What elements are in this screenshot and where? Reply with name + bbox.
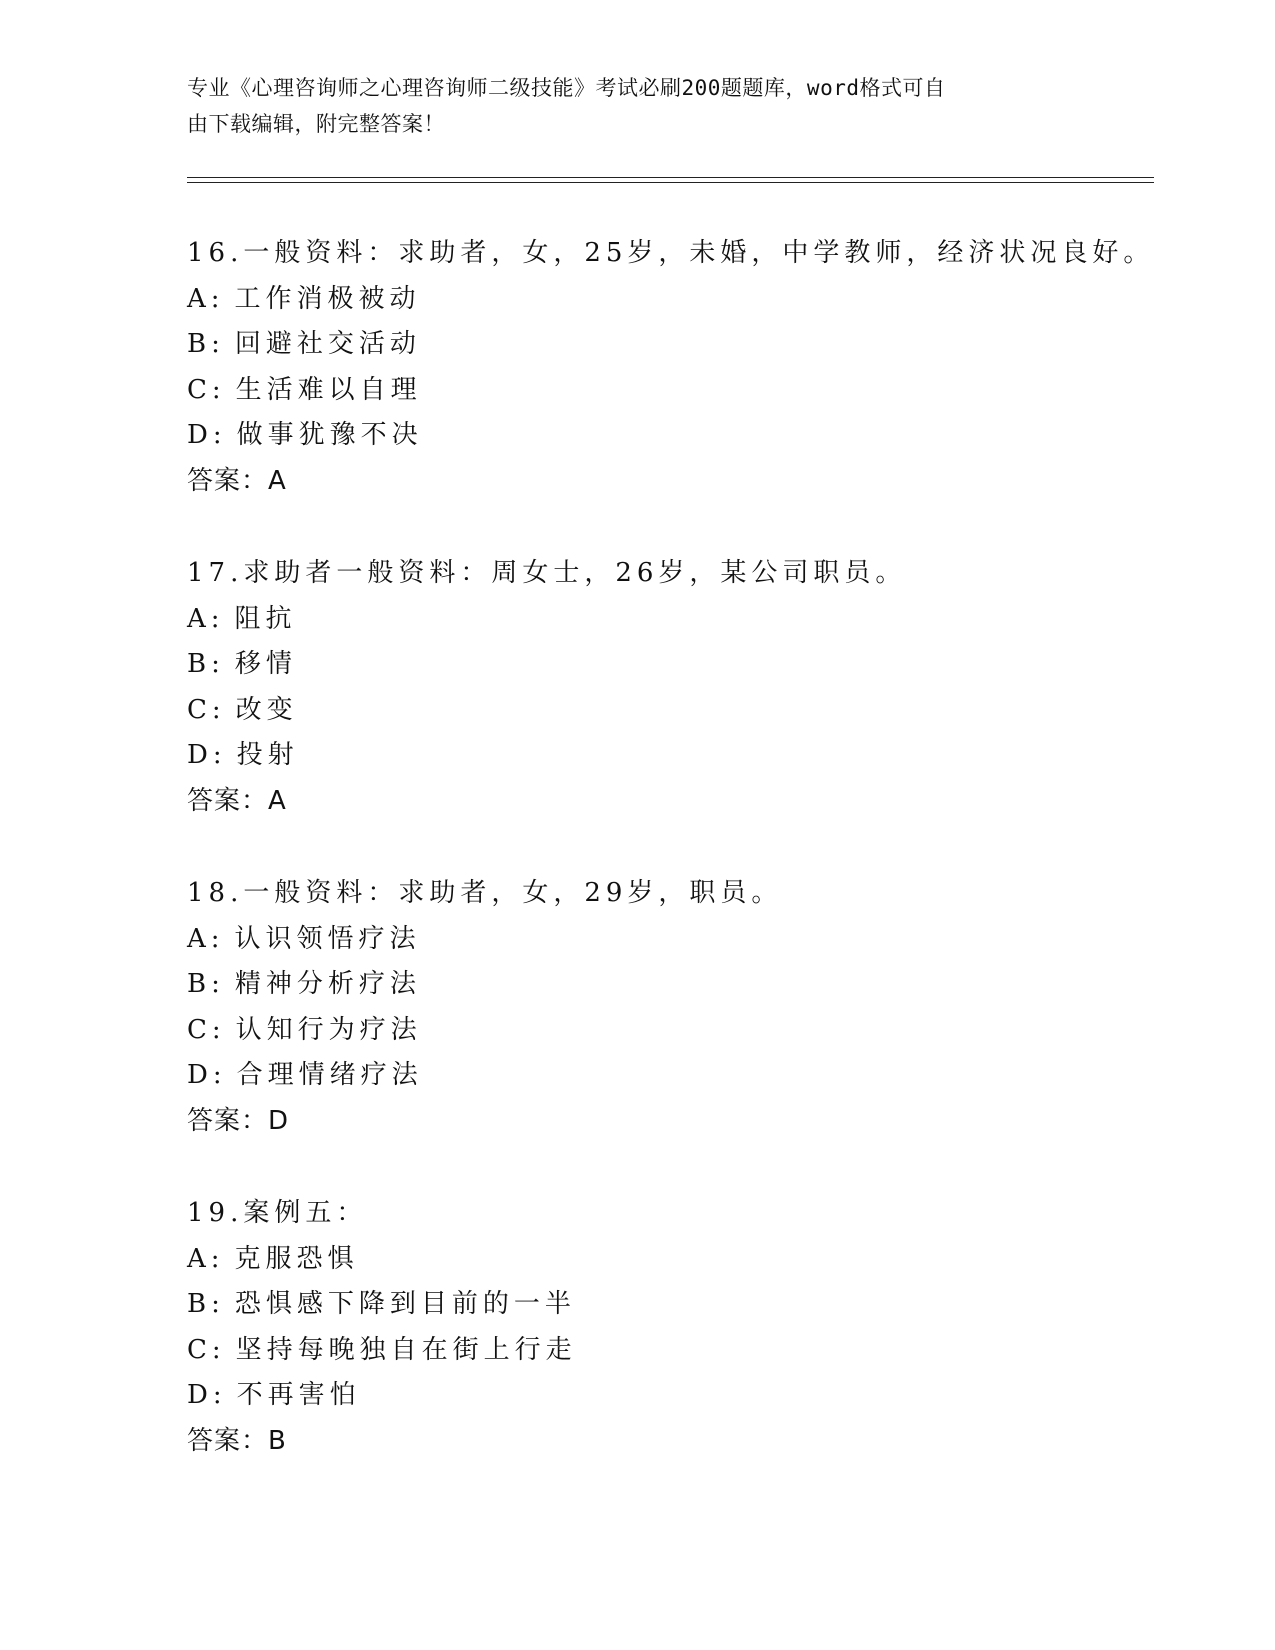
option-text: 认知行为疗法 — [235, 1014, 422, 1045]
option-text: 移情 — [234, 649, 297, 680]
question-stem: 19.案例五： — [187, 1198, 368, 1228]
option-key: A: — [187, 923, 225, 954]
header-divider-bottom — [187, 182, 1154, 183]
option-c — [187, 368, 1154, 414]
option-text: 阻抗 — [234, 603, 297, 634]
option-c — [187, 688, 1154, 734]
option-key: D: — [187, 420, 227, 451]
option-text: 不再害怕 — [236, 1380, 361, 1411]
answer-line: 答案：B — [187, 1425, 287, 1456]
header-line-1: 专业《心理咨询师之心理咨询师二级技能》考试必刷200题题库，word格式可自 — [187, 76, 946, 100]
option-text: 坚持每晚独自在街上行走 — [235, 1334, 577, 1365]
option-key: D: — [187, 1060, 227, 1091]
option-b — [187, 322, 1154, 368]
question-16 — [187, 231, 1154, 551]
question-stem: 18.一般资料：求助者，女，29岁，职员。 — [187, 878, 783, 908]
option-key: C: — [187, 694, 226, 725]
option-key: B: — [187, 1289, 225, 1320]
option-text: 生活难以自理 — [235, 374, 422, 405]
option-key: A: — [187, 283, 225, 314]
header-line-2: 由下载编辑，附完整答案！ — [187, 112, 445, 136]
option-text: 工作消极被动 — [234, 283, 421, 314]
question-19 — [187, 1191, 1154, 1511]
option-key: B: — [187, 649, 225, 680]
question-18 — [187, 871, 1154, 1191]
option-d — [187, 733, 1154, 779]
question-17 — [187, 551, 1154, 871]
option-text: 投射 — [236, 740, 299, 771]
option-key: B: — [187, 329, 225, 360]
option-d — [187, 1373, 1154, 1419]
option-key: D: — [187, 740, 227, 771]
option-key: D: — [187, 1380, 227, 1411]
option-c — [187, 1328, 1154, 1374]
option-text: 回避社交活动 — [234, 329, 421, 360]
option-key: C: — [187, 1014, 226, 1045]
option-text: 精神分析疗法 — [234, 969, 421, 1000]
option-c — [187, 1008, 1154, 1054]
option-text: 克服恐惧 — [234, 1243, 359, 1274]
option-b — [187, 642, 1154, 688]
question-list — [187, 231, 1154, 1511]
option-b — [187, 962, 1154, 1008]
option-text: 改变 — [235, 694, 298, 725]
option-text: 做事犹豫不决 — [236, 420, 423, 451]
option-a — [187, 917, 1154, 963]
option-b — [187, 1282, 1154, 1328]
option-text: 认识领悟疗法 — [234, 923, 421, 954]
option-key: A: — [187, 1243, 225, 1274]
option-key: A: — [187, 603, 225, 634]
option-a — [187, 277, 1154, 323]
answer-line: 答案：A — [187, 465, 287, 496]
option-text: 恐惧感下降到目前的一半 — [234, 1289, 576, 1320]
answer-line: 答案：A — [187, 785, 287, 816]
question-stem: 16.一般资料：求助者，女，25岁，未婚，中学教师，经济状况良好。 — [187, 238, 1155, 268]
option-d — [187, 413, 1154, 459]
question-stem: 17.求助者一般资料：周女士，26岁，某公司职员。 — [187, 558, 907, 588]
header-divider-top — [187, 177, 1154, 178]
option-key: C: — [187, 374, 226, 405]
option-text: 合理情绪疗法 — [236, 1060, 423, 1091]
option-key: B: — [187, 969, 225, 1000]
option-d — [187, 1053, 1154, 1099]
document-header — [187, 70, 1067, 142]
option-a — [187, 1237, 1154, 1283]
answer-line: 答案：D — [187, 1105, 290, 1136]
option-key: C: — [187, 1334, 226, 1365]
option-a — [187, 597, 1154, 643]
